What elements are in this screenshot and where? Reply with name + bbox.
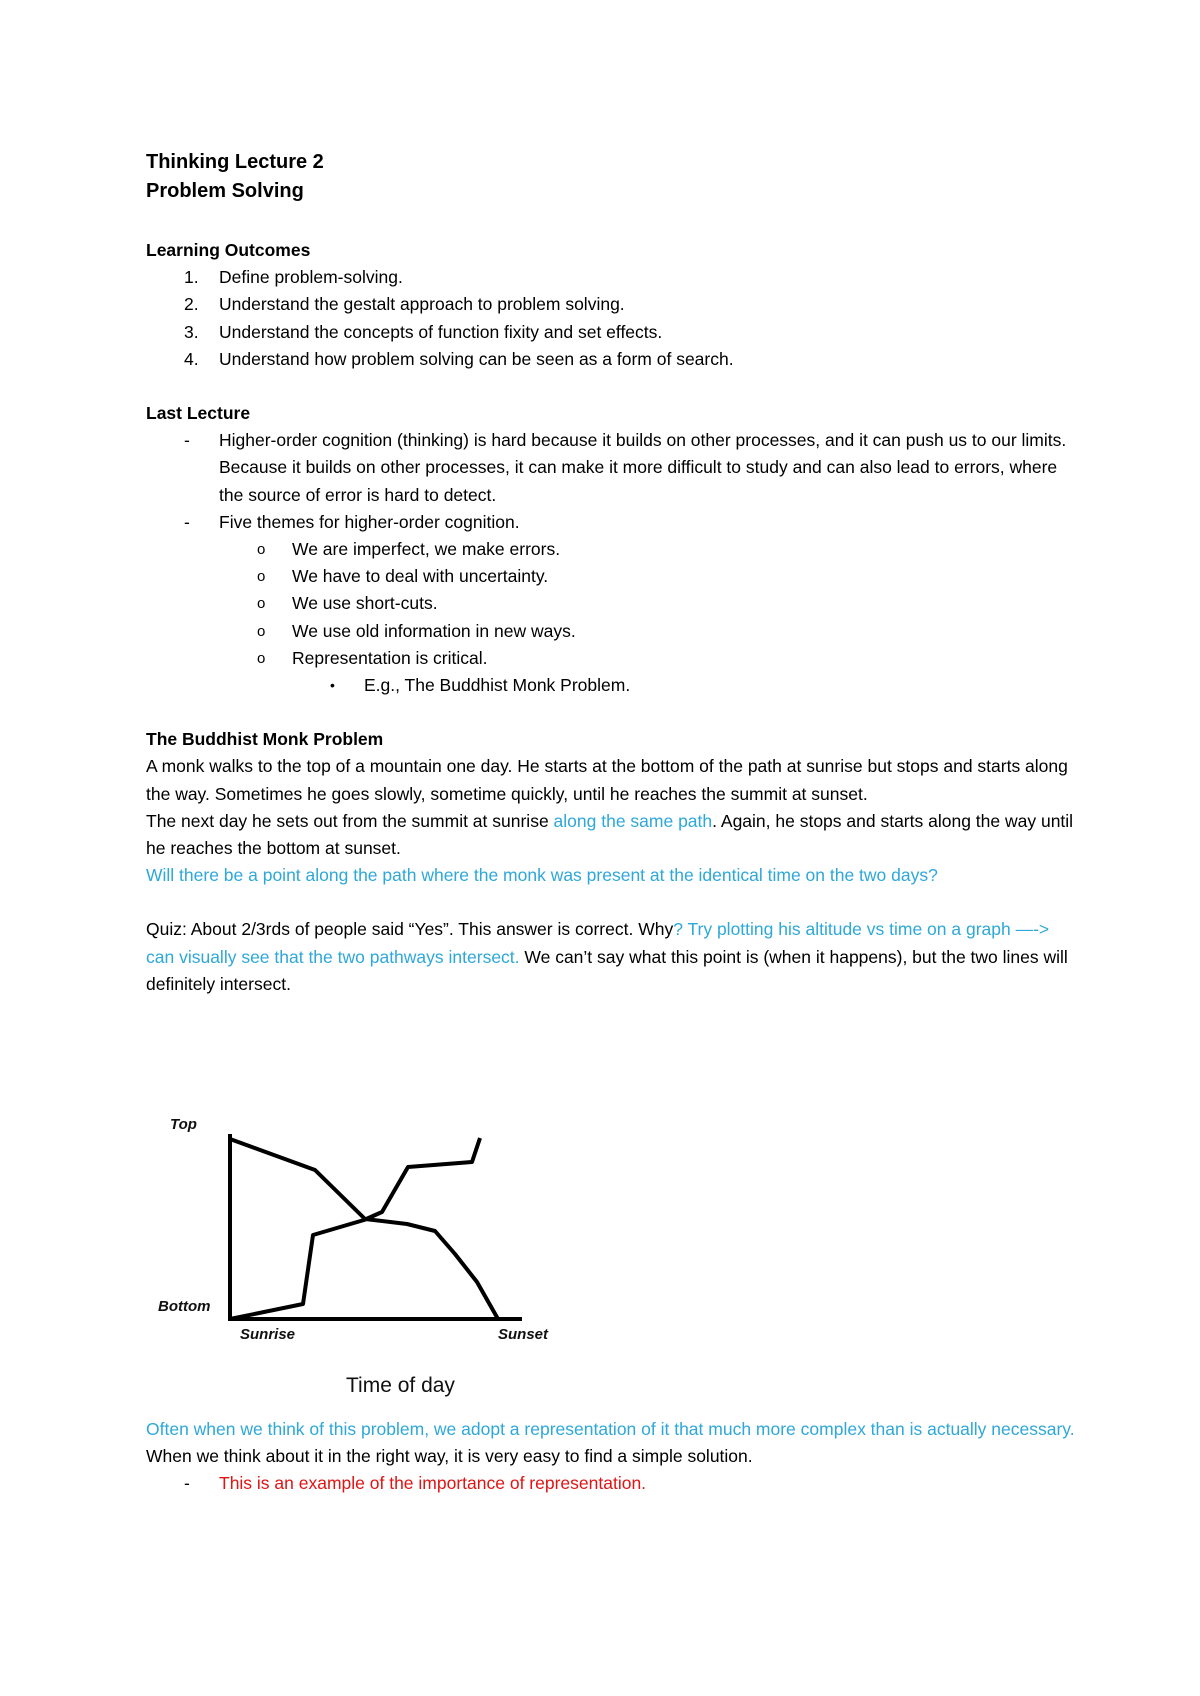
figure-plot [150, 1110, 590, 1360]
list-item: - Higher-order cognition (thinking) is hard because it builds on other processes, and it can push us to our limits. Because it builds on other processes, it can make it more difficult to study and can also lead to errors, where the source of error is hard to detect. [184, 430, 1067, 505]
altitude-time-figure [150, 1110, 590, 1410]
learning-outcomes-heading: Learning Outcomes [146, 240, 311, 260]
title-line-1: Thinking Lecture 2 [146, 151, 324, 173]
list-item: o We have to deal with uncertainty. [257, 566, 549, 587]
list-item: o We use old information in new ways. [257, 620, 576, 641]
list-item: o We use short-cuts. [257, 593, 438, 614]
x-label-sunset: Sunset [498, 1326, 549, 1343]
list-item: o Representation is critical. [257, 647, 488, 668]
monk-paragraph-2: The next day he sets out from the summit at sunrise along the same path. Again, he stops and starts along the way until he reaches the bottom at sunset. [146, 810, 1074, 859]
conclusion-paragraph: Often when we think of this problem, we adopt a representation of it that much more complex than is actually necessary. When we think about it in the right way, it is very easy to find a simple solution. [146, 1419, 1075, 1467]
descent-line [230, 1139, 498, 1319]
ascent-line [230, 1138, 480, 1319]
last-lecture-heading: Last Lecture [146, 403, 251, 424]
quiz-paragraph: Quiz: About 2/3rds of people said “Yes”. This answer is correct. Why? Try plotting his altitude vs time on a graph —-> can visually see that the two pathways intersect. We can’t say what this point is (when it happens), but the two lines will definitely intersect. [146, 919, 1068, 994]
list-item: - This is an example of the importance of representation. [184, 1473, 647, 1494]
list-item: 1. Define problem-solving. [184, 267, 403, 288]
list-item: o We are imperfect, we make errors. [257, 539, 561, 560]
x-axis-title: Time of day [346, 1374, 455, 1397]
y-label-bottom: Bottom [158, 1298, 211, 1315]
list-item: - Five themes for higher-order cognition. [184, 511, 520, 532]
monk-heading: The Buddhist Monk Problem [146, 729, 384, 750]
x-label-sunrise: Sunrise [240, 1326, 296, 1343]
title-line-2: Problem Solving [146, 180, 304, 202]
list-item: 3. Understand the concepts of function fixity and set effects. [184, 321, 663, 342]
conclusion-section [146, 1416, 1076, 1498]
list-item: • E.g., The Buddhist Monk Problem. [330, 675, 631, 696]
y-label-top: Top [170, 1116, 197, 1133]
monk-paragraph-1: A monk walks to the top of a mountain one day. He starts at the bottom of the path at sunrise but stops and starts along the way. Sometimes he goes slowly, sometime quickly, until he reaches the summit at sunset. [146, 756, 1068, 804]
list-item: 2. Understand the gestalt approach to problem solving. [184, 294, 625, 315]
monk-question: Will there be a point along the path where the monk was present at the identical time on the two days? [146, 865, 938, 886]
document-body [146, 148, 1076, 998]
list-item: 4. Understand how problem solving can be seen as a form of search. [184, 348, 734, 369]
